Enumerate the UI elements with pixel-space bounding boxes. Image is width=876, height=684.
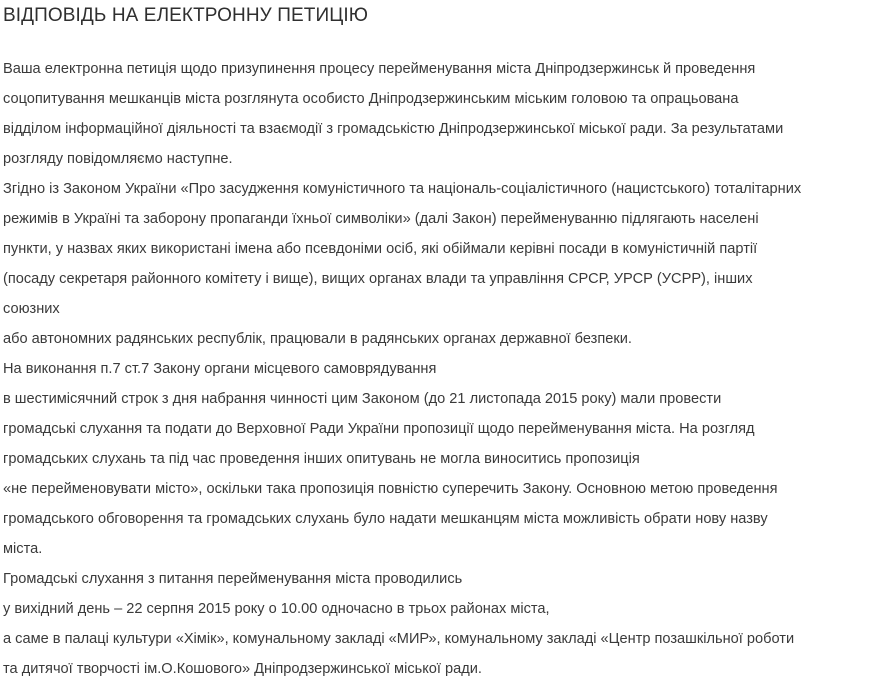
response-body: [3, 54, 876, 684]
text-line: та дитячої творчості ім.О.Кошового» Дніпродзержинської міської ради.: [3, 661, 482, 677]
text-line: а саме в палаці культури «Хімік», комунальному закладі «МИР», комунальному закладі «Центр позашкільної роботи: [3, 631, 795, 647]
text-line: «не перейменовувати місто», оскільки така пропозиція повністю суперечить Закону. Основною метою проведення: [3, 481, 778, 497]
text-line: (посаду секретаря районного комітету і вище), вищих органах влади та управління СРСР, УРСР (УСРР), інших: [3, 271, 753, 287]
text-line: або автономних радянських республік, працювали в радянських органах державної безпеки.: [3, 331, 632, 347]
text-line: Ваша електронна петиція щодо призупинення процесу перейменування міста Дніпродзержинськ й проведення: [3, 61, 756, 77]
text-line: громадських слухань та під час проведення інших опитувань не могла виноситись пропозиція: [3, 451, 640, 467]
petition-response: [3, 0, 876, 677]
text-line: Громадські слухання з питання перейменування міста проводились: [3, 571, 463, 587]
text-line: На виконання п.7 ст.7 Закону органи місцевого самоврядування: [3, 361, 437, 377]
text-line: пункти, у назвах яких використані імена або псевдоніми осіб, які обіймали керівні посади в комуністичній партії: [3, 241, 758, 257]
text-line: відділом інформаційної діяльності та взаємодії з громадськістю Дніпродзержинської міської ради. За результатами: [3, 121, 784, 137]
text-line: соцопитування мешканців міста розглянута особисто Дніпродзержинським міським головою та опрацьована: [3, 91, 739, 107]
text-line: Згідно із Законом України «Про засудження комуністичного та національ-соціалістичного (нацистського) тоталітарних: [3, 181, 802, 197]
text-line: розгляду повідомляємо наступне.: [3, 151, 233, 167]
text-line: режимів в Україні та заборону пропаганди їхньої символіки» (далі Закон) перейменуванню підлягають населені: [3, 211, 759, 227]
text-line: міста.: [3, 541, 43, 557]
text-line: у вихідний день – 22 серпня 2015 року о 10.00 одночасно в трьох районах міста,: [3, 601, 550, 617]
text-line: громадського обговорення та громадських слухань було надати мешканцям міста можливість обрати нову назву: [3, 511, 768, 527]
text-line: союзних: [3, 301, 60, 317]
text-line: громадські слухання та подати до Верховної Ради України пропозиції щодо перейменування міста. На розгляд: [3, 421, 755, 437]
page-title: ВІДПОВІДЬ НА ЕЛЕКТРОННУ ПЕТИЦІЮ: [3, 5, 369, 26]
text-line: в шестимісячний строк з дня набрання чинності цим Законом (до 21 листопада 2015 року) мали провести: [3, 391, 722, 407]
